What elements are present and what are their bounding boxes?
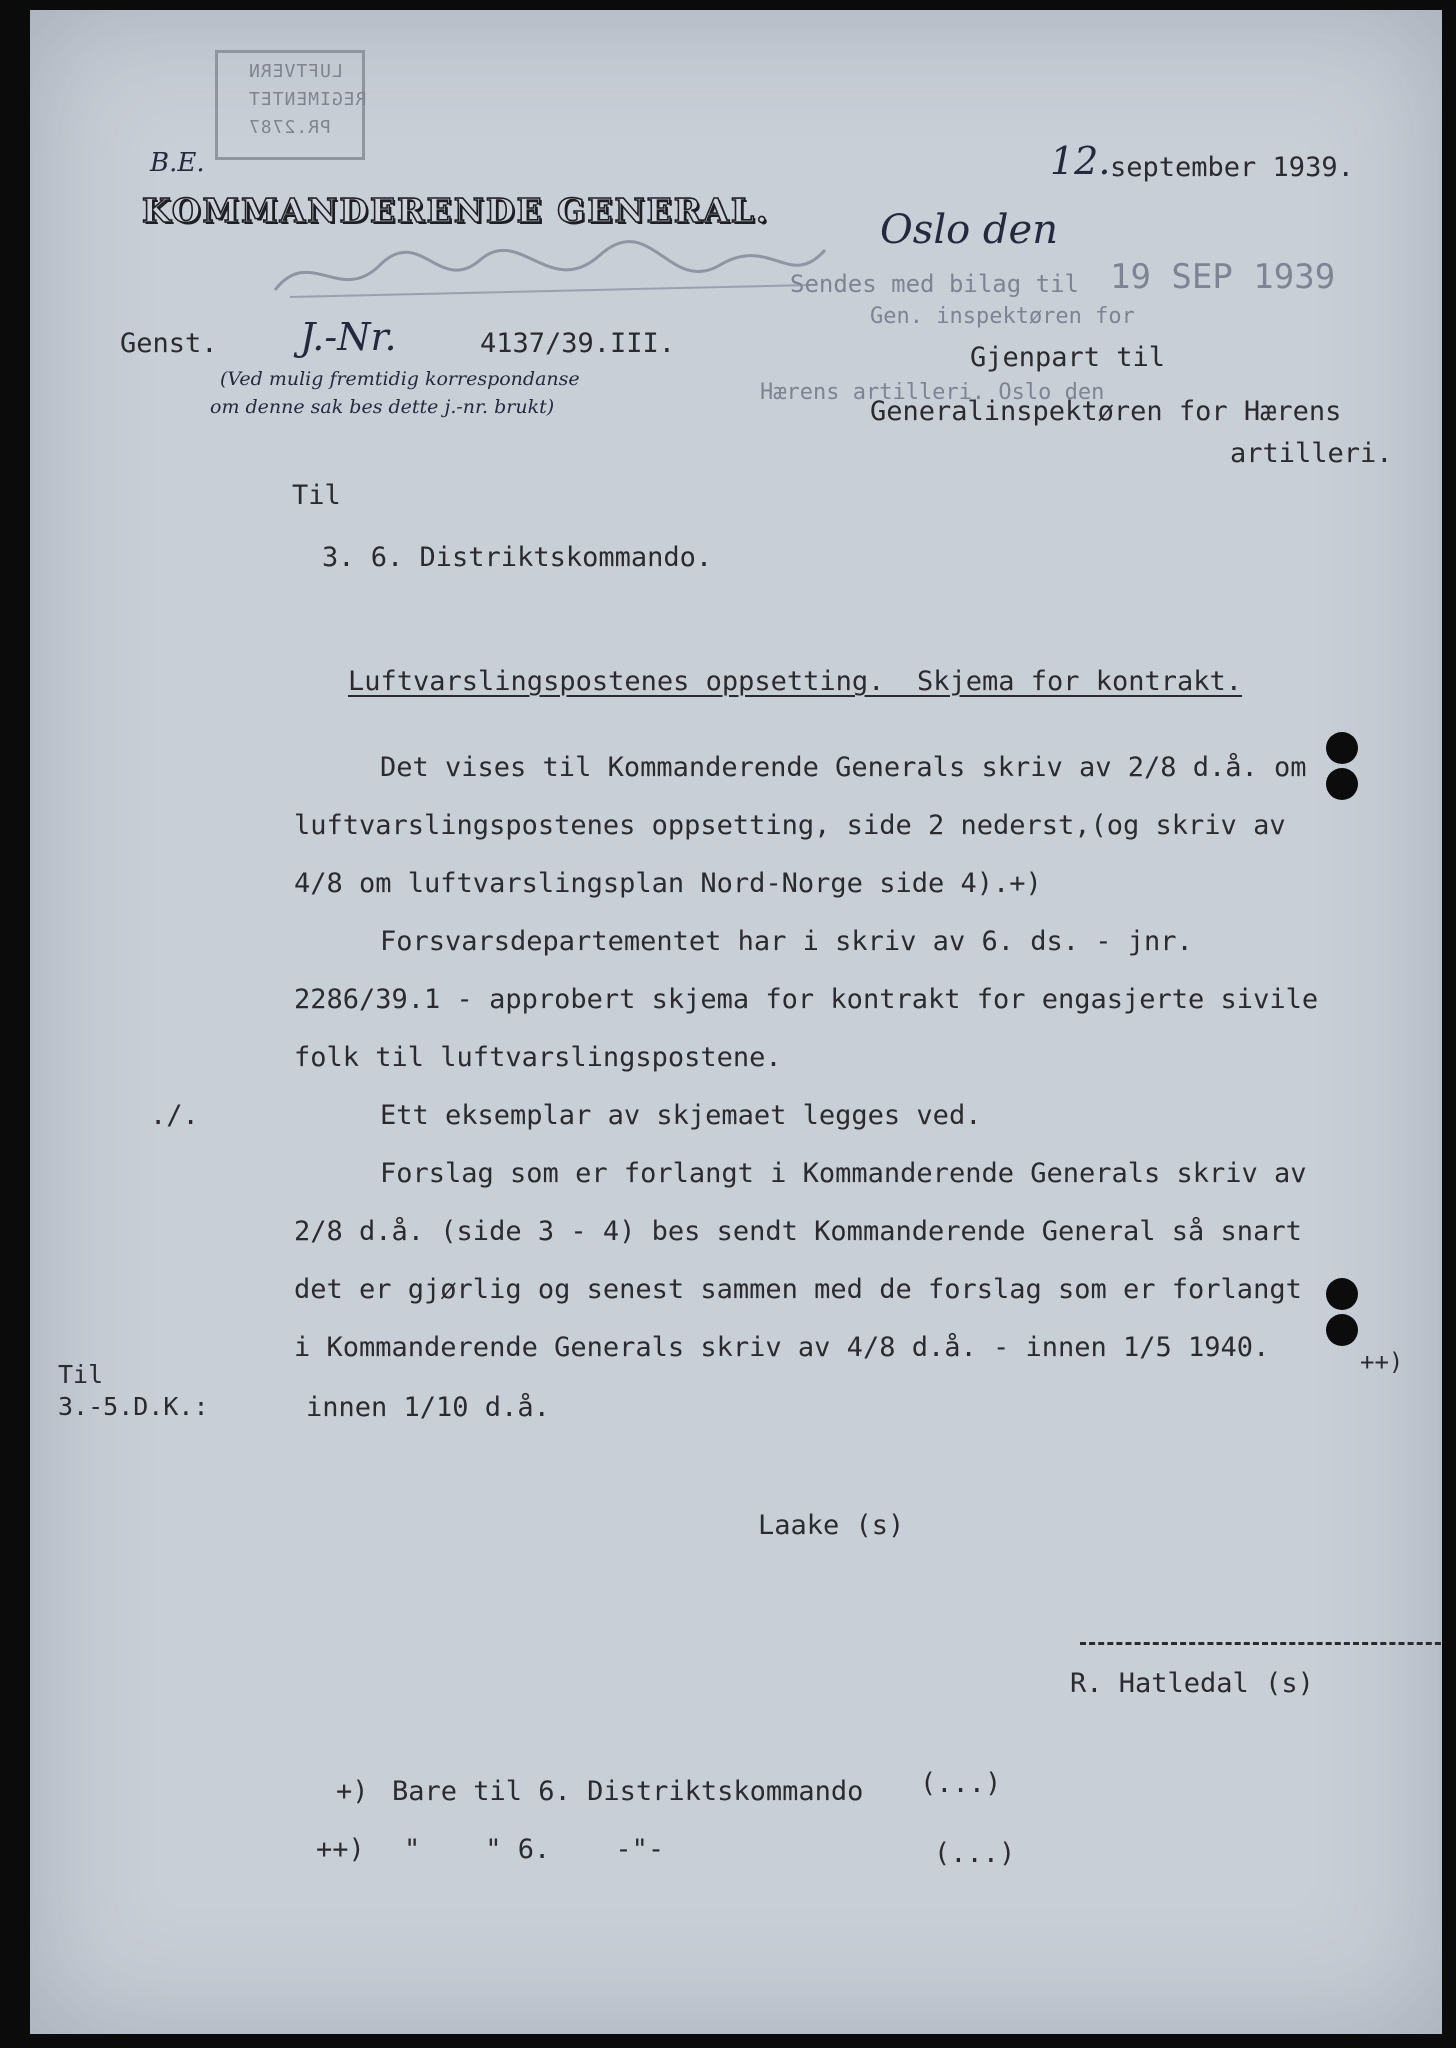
faint-signature-scrawl [270,235,830,315]
footnote1-mark: +) [336,1776,369,1807]
margin-deadline: innen 1/10 d.å. [306,1392,550,1423]
faint-stamp-line: Gen. inspektøren for [870,304,1135,329]
punch-hole [1326,1278,1358,1310]
body-line: i Kommanderende Generals skriv av 4/8 d.å. - innen 1/5 1940. [294,1332,1270,1363]
stamp-line: PR.2787 [248,117,331,138]
annotation-top: B.E. [150,148,205,178]
body-line: 2/8 d.å. (side 3 - 4) bes sendt Kommanderende General så snart [294,1216,1302,1247]
body-line: Forsvarsdepartementet har i skriv av 6. ds. - jnr. [380,926,1193,957]
body-line: 2286/39.1 - approbert skjema for kontrakt for engasjerte sivile [294,984,1319,1015]
body-line: 4/8 om luftvarslingsplan Nord-Norge side 4).+) [294,868,1042,899]
place-handwritten: Oslo den [880,207,1058,253]
jnr-label: J.-Nr. [300,315,397,359]
footnote2-paren: (...) [934,1838,1016,1869]
jnr-value: 4137/39.III. [480,328,676,359]
body-line: Forslag som er forlangt i Kommanderende Generals skriv av [380,1158,1307,1189]
addressee-til: Til [292,480,341,511]
copy-to-recipient: Generalinspektøren for Hærens [870,396,1342,427]
department: Genst. [120,328,218,359]
signature-line [1080,1642,1442,1645]
body-line: det er gjørlig og senest sammen med de forslag som er forlangt [294,1274,1302,1305]
faint-stamp-line: Sendes med bilag til [790,270,1079,298]
footnote2-ditto: " " 6. -"- [404,1834,665,1865]
letterhead: KOMMANDERENDE GENERAL. [142,191,770,230]
margin-til: Til [58,1360,104,1389]
date-day-handwritten: 12. [1050,139,1111,183]
enclosure-mark: ./. [150,1100,199,1131]
received-stamp [215,50,365,160]
body-line: Det vises til Kommanderende Generals skriv av 2/8 d.å. om [380,752,1307,783]
double-plus-mark: ++) [1360,1348,1404,1376]
date-typed: september 1939. [1110,152,1354,183]
faint-date-stamp: 19 SEP 1939 [1110,257,1336,297]
subject-line: Luftvarslingspostenes oppsetting. Skjema for kontrakt. [348,666,1243,697]
footnote2-mark: ++) [316,1834,365,1865]
jnr-note-line1: (Ved mulig fremtidig korrespondanse [220,368,580,390]
stamp-line: LUFTVERN [248,61,343,82]
margin-dk: 3.-5.D.K.: [58,1392,209,1421]
faint-stamp-line: Hærens artilleri. Oslo den [760,380,1105,405]
copy-to-label: Gjenpart til [970,342,1166,373]
addressee-unit: 3. 6. Distriktskommando. [322,542,713,573]
footnote1-text: Bare til 6. Distriktskommando [392,1776,864,1807]
punch-hole [1326,732,1358,764]
body-line: folk til luftvarslingspostene. [294,1042,782,1073]
copy-to-recipient-cont: artilleri. [1230,438,1393,469]
stamp-line: REGIMENTET [248,89,367,110]
document-page [30,10,1442,2034]
signature-laake: Laake (s) [758,1510,905,1541]
punch-hole [1326,1314,1358,1346]
footnote1-paren: (...) [920,1768,1002,1799]
body-line: Ett eksemplar av skjemaet legges ved. [380,1100,982,1131]
punch-hole [1326,768,1358,800]
body-line: luftvarslingspostenes oppsetting, side 2 nederst,(og skriv av [294,810,1286,841]
signature-hatledal: R. Hatledal (s) [1070,1668,1314,1699]
jnr-note-line2: om denne sak bes dette j.-nr. brukt) [210,396,555,418]
